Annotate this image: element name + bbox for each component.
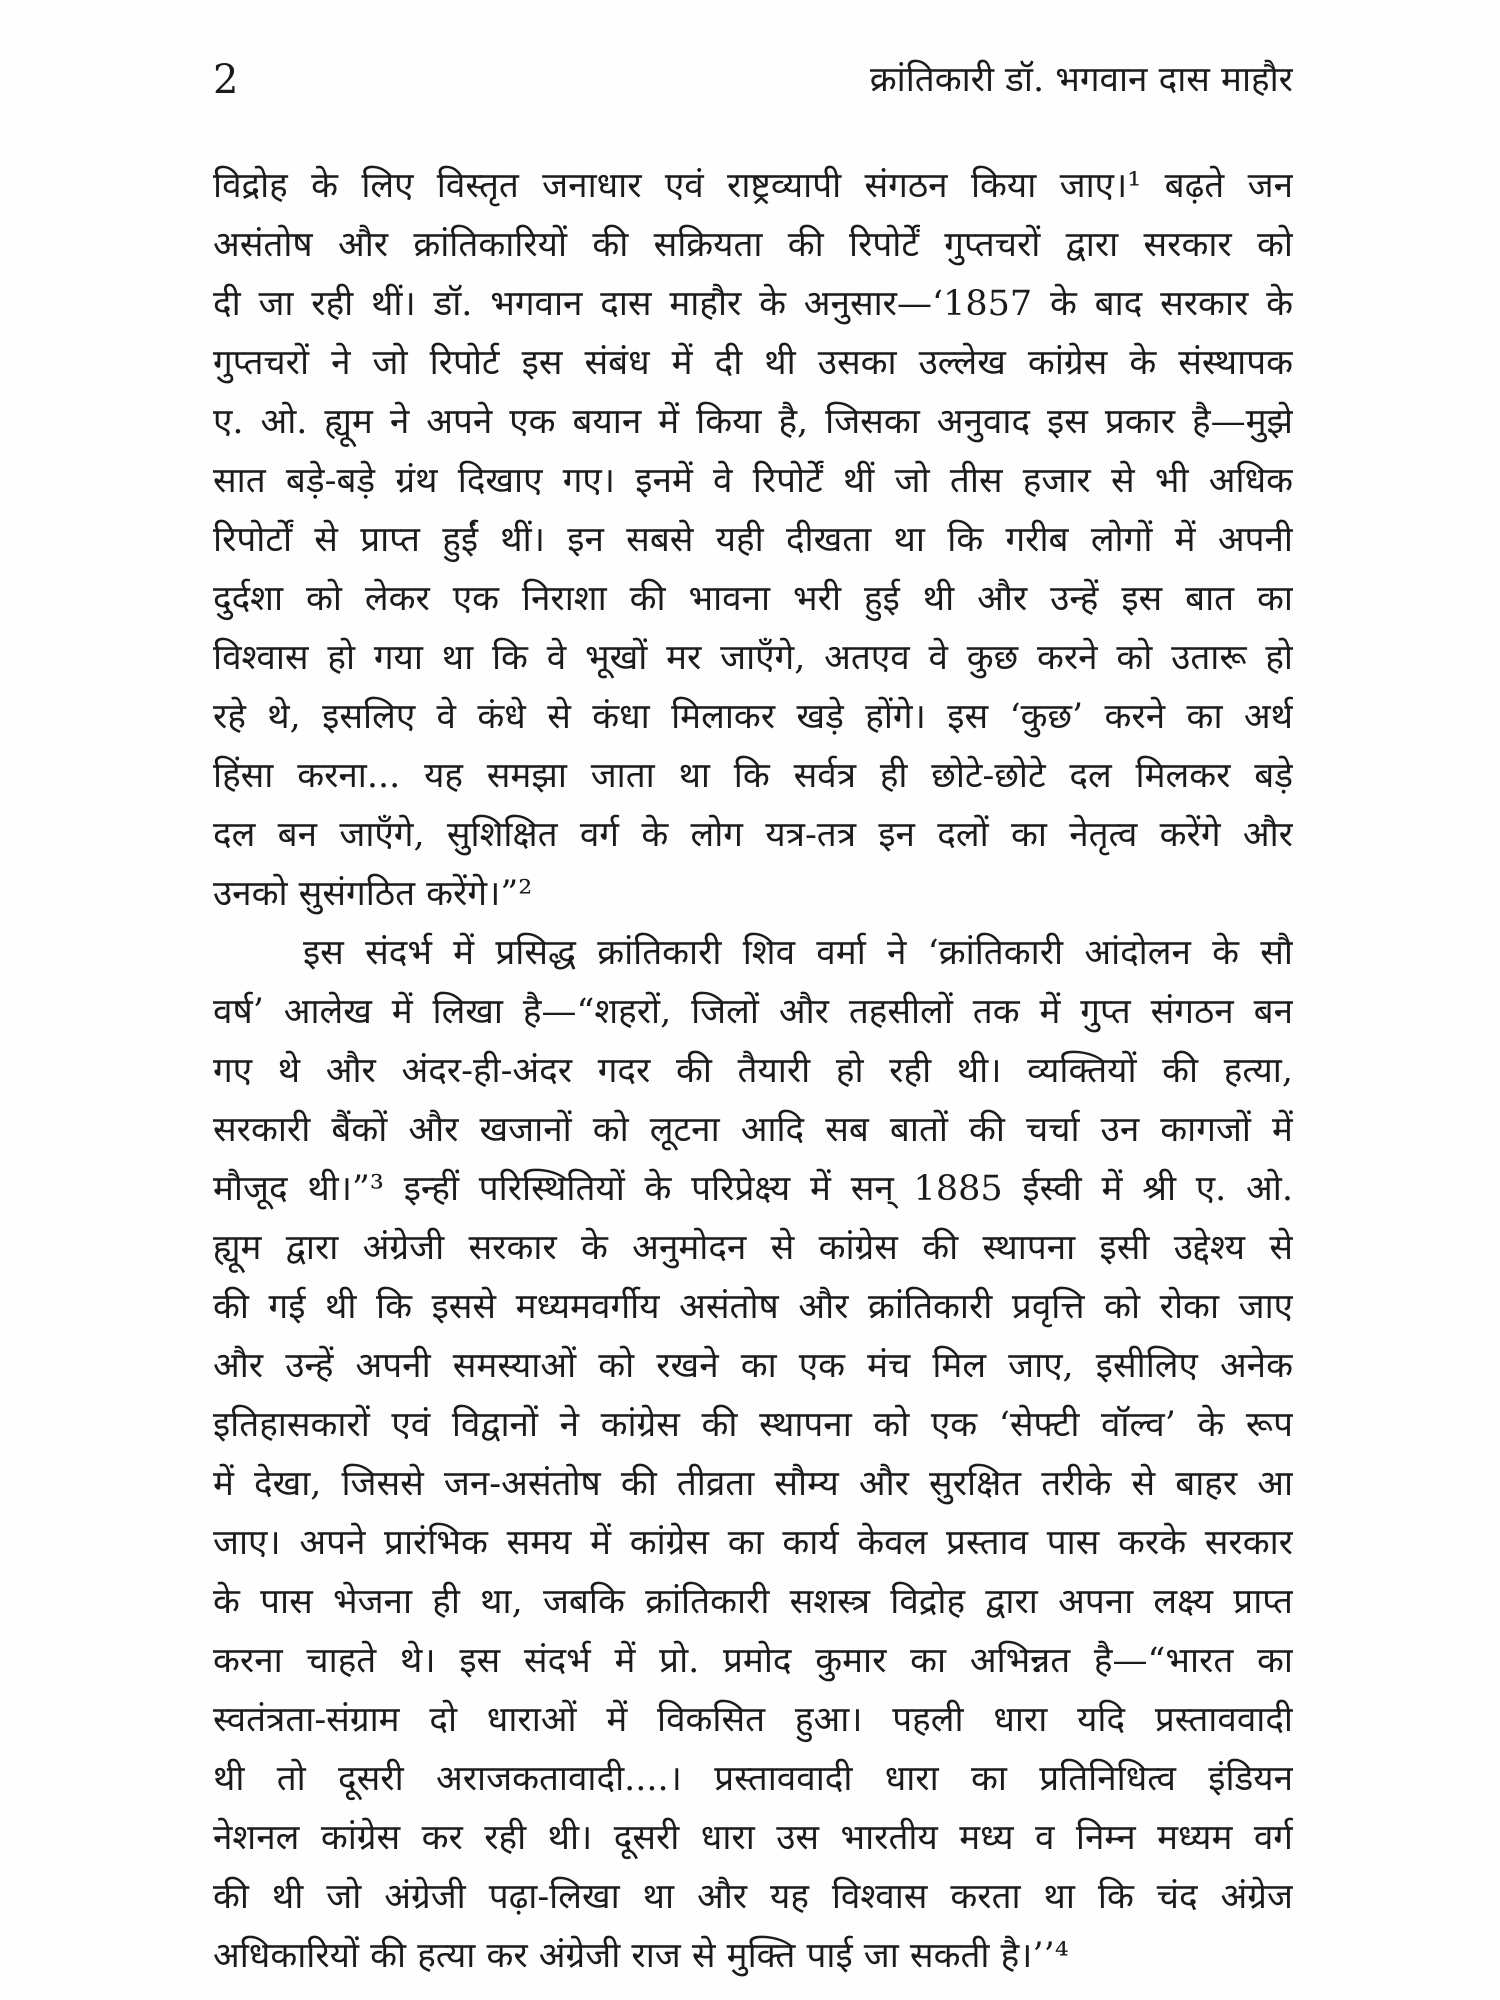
- text-line: के पास भेजना ही था, जबकि क्रांतिकारी सशस्त्र विद्रोह द्वारा अपना लक्ष्य प्राप्त: [213, 1582, 1293, 1622]
- paragraph: [213, 924, 1293, 1986]
- running-title: क्रांतिकारी डॉ. भगवान दास माहौर: [869, 60, 1293, 100]
- text-line: सरकारी बैंकों और खजानों को लूटना आदि सब बातों की चर्चा उन कागजों में: [213, 1110, 1293, 1150]
- text-line: विद्रोह के लिए विस्तृत जनाधार एवं राष्ट्रव्यापी संगठन किया जाए।¹ बढ़ते जन: [213, 166, 1293, 206]
- text-line: स्वतंत्रता-संग्राम दो धाराओं में विकसित हुआ। पहली धारा यदि प्रस्ताववादी: [213, 1700, 1293, 1740]
- text-line: गए थे और अंदर-ही-अंदर गदर की तैयारी हो रही थी। व्यक्तियों की हत्या,: [213, 1051, 1293, 1091]
- text-line: नेशनल कांग्रेस कर रही थी। दूसरी धारा उस भारतीय मध्य व निम्न मध्यम वर्ग: [213, 1818, 1293, 1858]
- text-line: गुप्तचरों ने जो रिपोर्ट इस संबंध में दी थी उसका उल्लेख कांग्रेस के संस्थापक: [213, 343, 1293, 383]
- text-line: अधिकारियों की हत्या कर अंग्रेजी राज से मुक्ति पाई जा सकती है।’’⁴: [213, 1936, 1069, 1976]
- text-line: इतिहासकारों एवं विद्वानों ने कांग्रेस की स्थापना को एक ‘सेफ्टी वॉल्व’ के रूप: [213, 1405, 1293, 1445]
- paragraph: [213, 157, 1293, 924]
- body-text: [213, 157, 1293, 1986]
- text-line: दुर्दशा को लेकर एक निराशा की भावना भरी हुई थी और उन्हें इस बात का: [213, 579, 1293, 619]
- text-line: ह्यूम द्वारा अंग्रेजी सरकार के अनुमोदन से कांग्रेस की स्थापना इसी उद्देश्य से: [213, 1228, 1293, 1268]
- text-line: विश्वास हो गया था कि वे भूखों मर जाएँगे, अतएव वे कुछ करने को उतारू हो: [213, 638, 1293, 678]
- text-line: की गई थी कि इससे मध्यमवर्गीय असंतोष और क्रांतिकारी प्रवृत्ति को रोका जाए: [213, 1287, 1293, 1327]
- text-line: दी जा रही थीं। डॉ. भगवान दास माहौर के अनुसार—‘1857 के बाद सरकार के: [213, 284, 1293, 324]
- text-line: में देखा, जिससे जन-असंतोष की तीव्रता सौम्य और सुरक्षित तरीके से बाहर आ: [213, 1464, 1293, 1504]
- text-line: थी तो दूसरी अराजकतावादी....। प्रस्ताववादी धारा का प्रतिनिधित्व इंडियन: [213, 1759, 1293, 1799]
- text-line: हिंसा करना... यह समझा जाता था कि सर्वत्र ही छोटे-छोटे दल मिलकर बड़े: [213, 756, 1293, 796]
- text-line: इस संदर्भ में प्रसिद्ध क्रांतिकारी शिव वर्मा ने ‘क्रांतिकारी आंदोलन के सौ: [303, 933, 1293, 973]
- text-line: उनको सुसंगठित करेंगे।”²: [213, 874, 533, 914]
- text-line: रिपोर्टों से प्राप्त हुईं थीं। इन सबसे यही दीखता था कि गरीब लोगों में अपनी: [213, 520, 1293, 560]
- text-line: रहे थे, इसलिए वे कंधे से कंधा मिलाकर खड़े होंगे। इस ‘कुछ’ करने का अर्थ: [213, 697, 1293, 737]
- text-line: सात बड़े-बड़े ग्रंथ दिखाए गए। इनमें वे रिपोर्टें थीं जो तीस हजार से भी अधिक: [213, 461, 1293, 501]
- text-line: और उन्हें अपनी समस्याओं को रखने का एक मंच मिल जाए, इसीलिए अनेक: [213, 1346, 1293, 1386]
- text-line: वर्ष’ आलेख में लिखा है—“शहरों, जिलों और तहसीलों तक में गुप्त संगठन बन: [213, 992, 1293, 1032]
- text-line: असंतोष और क्रांतिकारियों की सक्रियता की रिपोर्टें गुप्तचरों द्वारा सरकार को: [213, 225, 1293, 265]
- text-line: की थी जो अंग्रेजी पढ़ा-लिखा था और यह विश्वास करता था कि चंद अंग्रेज: [213, 1877, 1293, 1917]
- running-header: [213, 50, 1293, 110]
- page-number: 2: [213, 57, 239, 103]
- text-line: दल बन जाएँगे, सुशिक्षित वर्ग के लोग यत्र-तत्र इन दलों का नेतृत्व करेंगे और: [213, 815, 1293, 855]
- text-line: करना चाहते थे। इस संदर्भ में प्रो. प्रमोद कुमार का अभिन्नत है—“भारत का: [213, 1641, 1293, 1681]
- text-line: मौजूद थी।”³ इन्हीं परिस्थितियों के परिप्रेक्ष्य में सन् 1885 ईस्वी में श्री ए. ओ.: [213, 1169, 1293, 1209]
- text-line: जाए। अपने प्रारंभिक समय में कांग्रेस का कार्य केवल प्रस्ताव पास करके सरकार: [213, 1523, 1293, 1563]
- text-line: ए. ओ. ह्यूम ने अपने एक बयान में किया है, जिसका अनुवाद इस प्रकार है—मुझे: [213, 402, 1293, 442]
